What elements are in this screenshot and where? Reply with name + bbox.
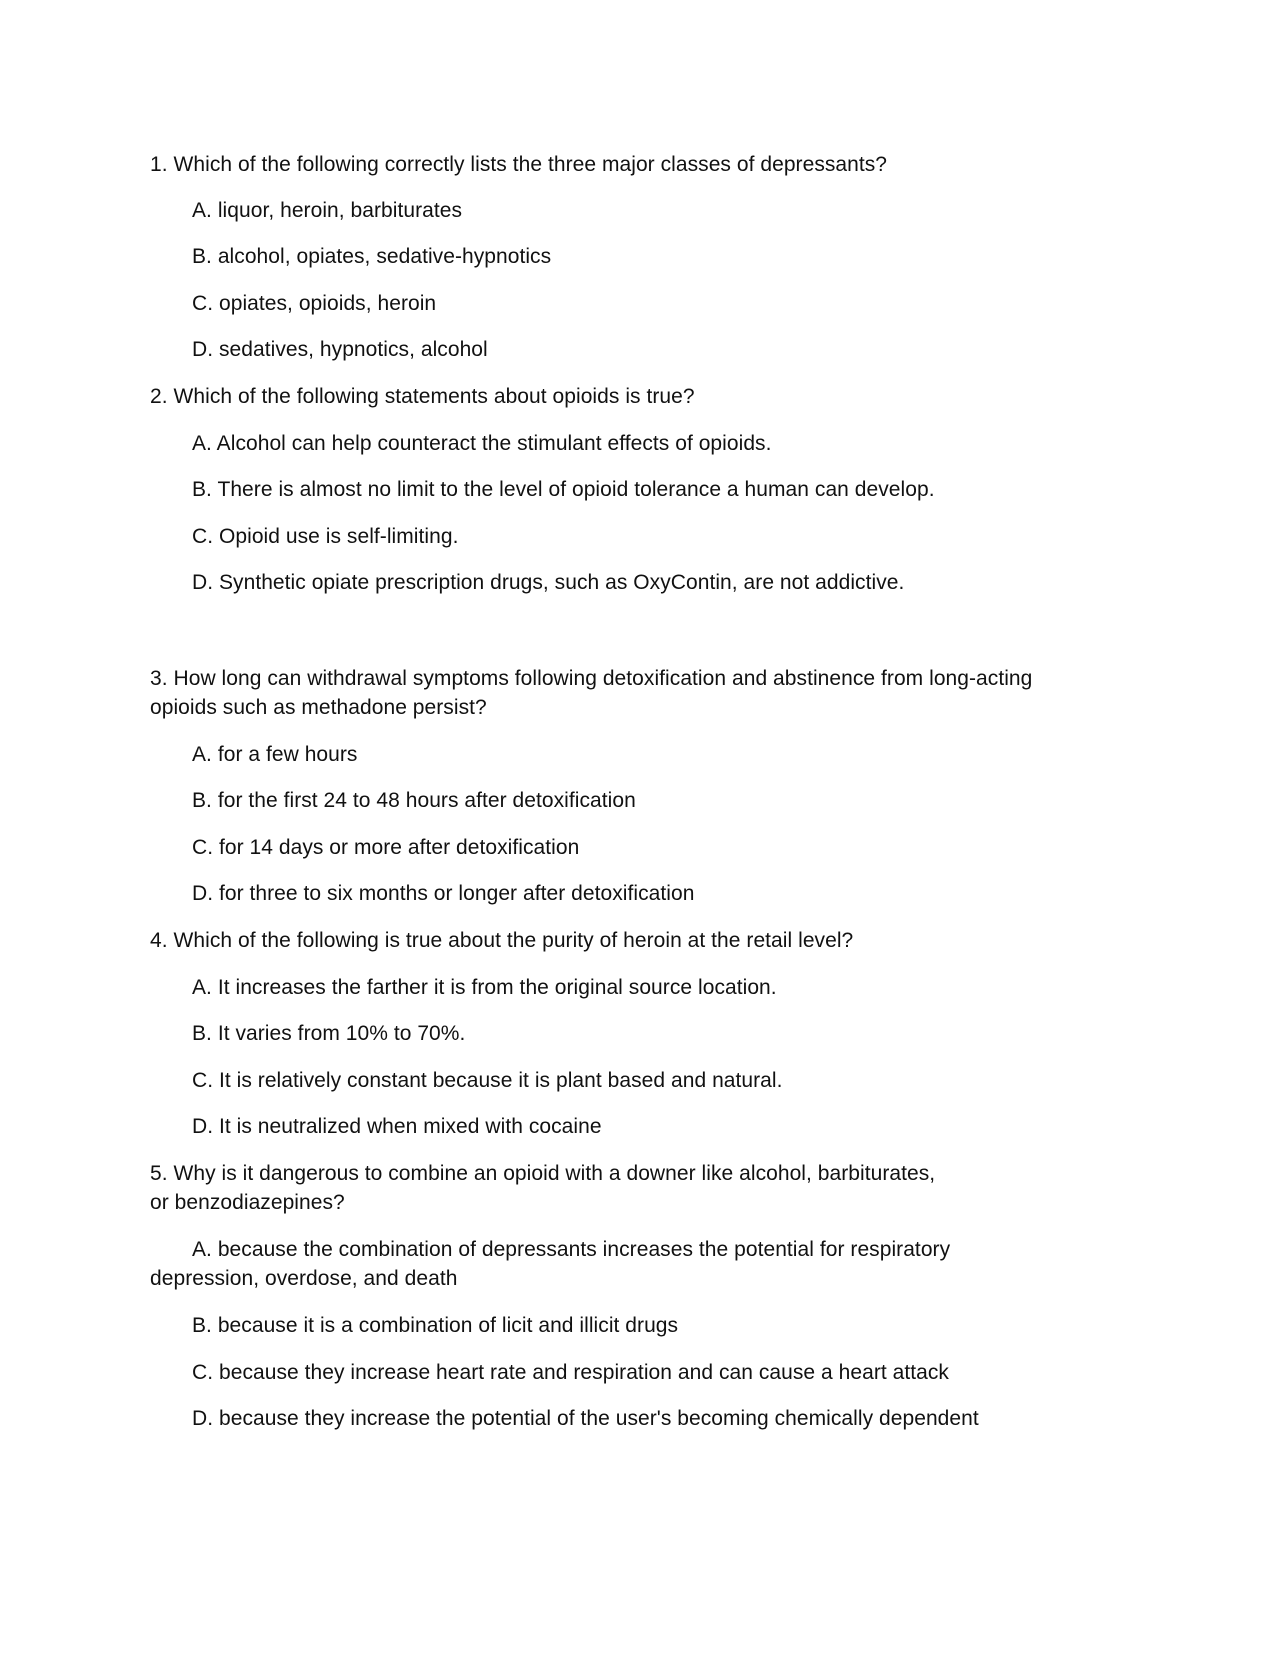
question-5-text-line-2: or benzodiazepines? — [150, 1191, 345, 1214]
question-4-option-a: A. It increases the farther it is from the original source location. — [192, 976, 777, 999]
question-3-text-line-1: 3. How long can withdrawal symptoms following detoxification and abstinence from long-acting — [150, 667, 1033, 690]
question-2-option-d: D. Synthetic opiate prescription drugs, such as OxyContin, are not addictive. — [192, 571, 905, 594]
question-3-text-line-2: opioids such as methadone persist? — [150, 696, 487, 719]
question-3-option-c: C. for 14 days or more after detoxification — [192, 836, 580, 859]
question-4-option-d: D. It is neutralized when mixed with cocaine — [192, 1115, 602, 1138]
question-3-option-d: D. for three to six months or longer after detoxification — [192, 882, 695, 905]
question-2-text: 2. Which of the following statements about opioids is true? — [150, 385, 695, 408]
question-1-option-b: B. alcohol, opiates, sedative-hypnotics — [192, 245, 552, 268]
question-2-option-b: B. There is almost no limit to the level of opioid tolerance a human can develop. — [192, 478, 935, 501]
question-1-option-c: C. opiates, opioids, heroin — [192, 292, 437, 315]
question-4-option-b: B. It varies from 10% to 70%. — [192, 1022, 466, 1045]
question-4-option-c: C. It is relatively constant because it is plant based and natural. — [192, 1069, 783, 1092]
question-5-option-b: B. because it is a combination of licit and illicit drugs — [192, 1314, 679, 1337]
question-2-option-a: A. Alcohol can help counteract the stimulant effects of opioids. — [192, 432, 772, 455]
question-1-option-d: D. sedatives, hypnotics, alcohol — [192, 338, 488, 361]
question-1-option-a: A. liquor, heroin, barbiturates — [192, 199, 463, 222]
question-5-option-d: D. because they increase the potential of the user's becoming chemically dependent — [192, 1407, 979, 1430]
question-5-text-line-1: 5. Why is it dangerous to combine an opioid with a downer like alcohol, barbiturates, — [150, 1162, 936, 1185]
question-3-option-b: B. for the first 24 to 48 hours after detoxification — [192, 789, 636, 812]
question-5-option-a-line-1: A. because the combination of depressants increases the potential for respiratory — [192, 1238, 951, 1261]
question-3-option-a: A. for a few hours — [192, 743, 358, 766]
question-1-text: 1. Which of the following correctly lists the three major classes of depressants? — [150, 153, 888, 176]
question-5-option-c: C. because they increase heart rate and respiration and can cause a heart attack — [192, 1361, 949, 1384]
question-5-option-a-line-2: depression, overdose, and death — [150, 1267, 458, 1290]
question-2-option-c: C. Opioid use is self-limiting. — [192, 525, 459, 548]
question-4-text: 4. Which of the following is true about the purity of heroin at the retail level? — [150, 929, 854, 952]
